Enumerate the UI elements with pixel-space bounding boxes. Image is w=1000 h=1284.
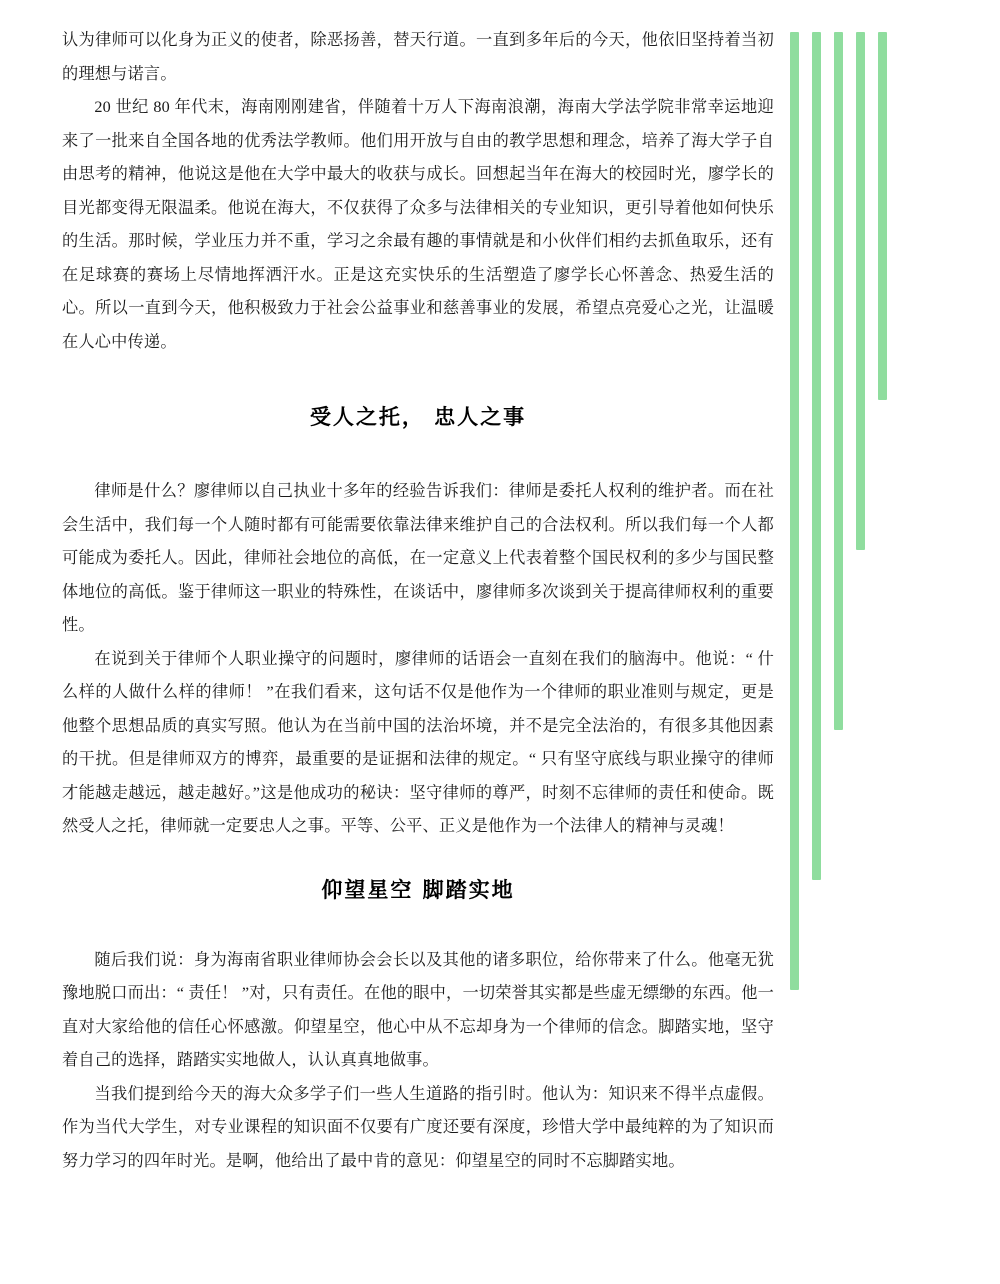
green-bar-1 — [790, 32, 799, 990]
paragraph: 律师是什么？廖律师以自己执业十多年的经验告诉我们：律师是委托人权利的维护者。而在社会生活中，我们每一个人随时都有可能需要依靠法律来维护自己的合法权利。所以我们每一个人都可能成为委托人。因此，律师社会地位的高低，在一定意义上代表着整个国民权利的多少与国民整体地位的高低。鉴于律师这一职业的特殊性，在谈话中，廖律师多次谈到关于提高律师权利的重要性。 — [62, 482, 774, 634]
paragraph: 随后我们说：身为海南省职业律师协会会长以及其他的诸多职位，给你带来了什么。他毫无犹豫地脱口而出：“ 责任！ ”对，只有责任。在他的眼中，一切荣誉其实都是些虚无缥缈的东西。他一直对大家给他的信任心怀感激。仰望星空，他心中从不忘却身为一个律师的信念。脚踏实地，坚守着自己的选择，踏踏实实地做人，认认真真地做事。 — [62, 950, 774, 1069]
article-body — [62, 24, 774, 1178]
paragraph: 当我们提到给今天的海大众多学子们一些人生道路的指引时。他认为：知识来不得半点虚假。作为当代大学生，对专业课程的知识面不仅要有广度还要有深度，珍惜大学中最纯粹的为了知识而努力学习的四年时光。是啊，他给出了最中肯的意见：仰望星空的同时不忘脚踏实地。 — [62, 1084, 774, 1170]
paragraph: 认为律师可以化身为正义的使者，除恶扬善，替天行道。一直到多年后的今天，他依旧坚持着当初的理想与诺言。 — [62, 31, 774, 83]
green-bar-2 — [812, 32, 821, 880]
decorative-green-bars — [780, 0, 1000, 1284]
spacer — [62, 431, 774, 475]
green-bar-4 — [856, 32, 865, 550]
section-heading-1: 受人之托， 忠人之事 — [309, 404, 527, 429]
spacer — [62, 359, 774, 401]
paragraph: 在说到关于律师个人职业操守的问题时，廖律师的话语会一直刻在我们的脑海中。他说：“ 什么样的人做什么样的律师！ ”在我们看来，这句话不仅是他作为一个律师的职业准则与规定，更是他整个思想品质的真实写照。他认为在当前中国的法治坏境，并不是完全法治的，有很多其他因素的干扰。但是律师双方的博弈，最重要的是证据和法律的规定。“ 只有坚守底线与职业操守的律师才能越走越远，越走越好。”这是他成功的秘诀：坚守律师的尊严，时刻不忘律师的责任和使命。既然受人之托，律师就一定要忠人之事。平等、公平、正义是他作为一个法律人的精神与灵魂！ — [62, 649, 774, 835]
green-bar-5 — [878, 32, 887, 400]
spacer — [62, 844, 774, 874]
paragraph: 20 世纪 80 年代末，海南刚刚建省，伴随着十万人下海南浪潮，海南大学法学院非常幸运地迎来了一批来自全国各地的优秀法学教师。他们用开放与自由的教学思想和理念，培养了海大学子自由思考的精神，他说这是他在大学中最大的收获与成长。回想起当年在海大的校园时光，廖学长的目光都变得无限温柔。他说在海大，不仅获得了众多与法律相关的专业知识，更引导着他如何快乐的生活。那时候，学业压力并不重，学习之余最有趣的事情就是和小伙伴们相约去抓鱼取乐，还有在足球赛的赛场上尽情地挥洒汗水。正是这充实快乐的生活塑造了廖学长心怀善念、热爱生活的心。所以一直到今天，他积极致力于社会公益事业和慈善事业的发展，希望点亮爱心之光，让温暖在人心中传递。 — [62, 98, 774, 351]
green-bar-3 — [834, 32, 843, 730]
section-heading-2: 仰望星空 脚踏实地 — [321, 876, 515, 902]
spacer — [62, 904, 774, 944]
